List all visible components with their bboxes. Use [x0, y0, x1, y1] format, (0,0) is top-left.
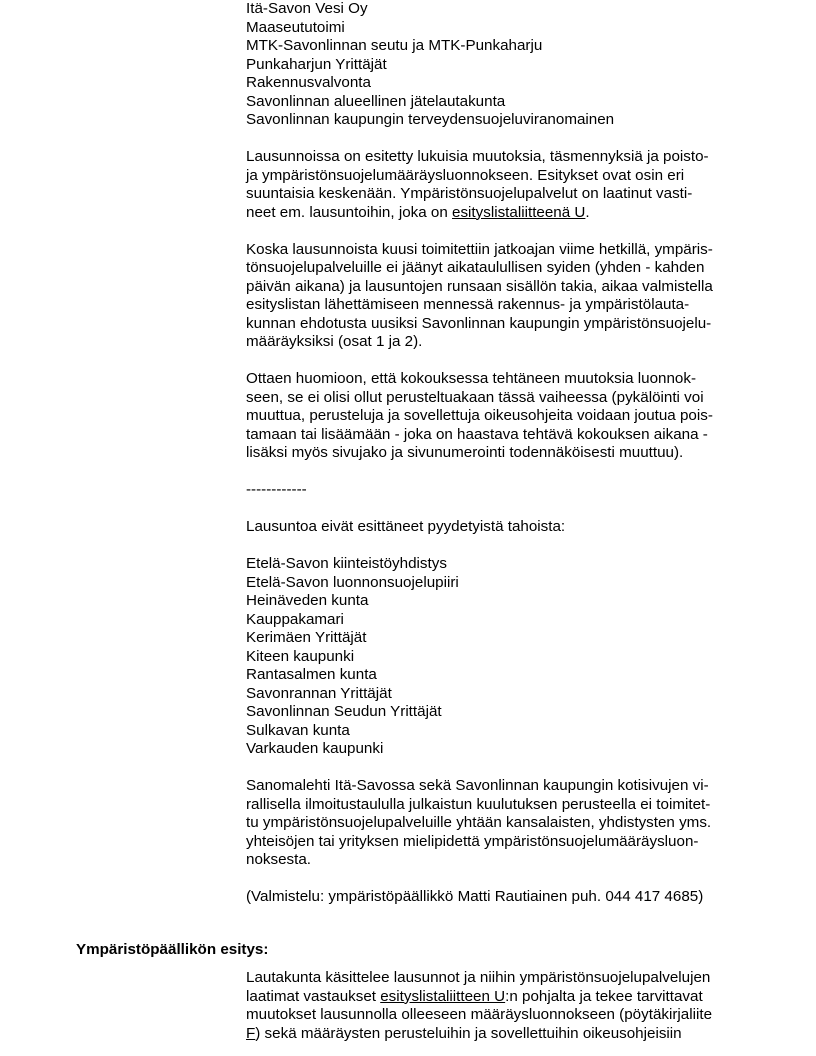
text-line: esityslistan lähettämiseen mennessä rakennus- ja ympäristölauta-: [246, 296, 690, 313]
text-line: [246, 988, 746, 1007]
text-line: Ottaen huomioon, että kokouksessa tehtäneen muutoksia luonnok-: [246, 370, 697, 387]
list-item: Rakennusvalvonta: [246, 74, 371, 91]
list-item: Punkaharjun Yrittäjät: [246, 55, 387, 73]
list-item: Varkauden kaupunki: [246, 740, 384, 757]
paragraph-public-notice: [246, 777, 746, 870]
list-item: Savonlinnan alueellinen jätelautakunta: [246, 92, 506, 110]
proposal-body: [246, 969, 746, 1043]
list-item: Kauppakamari: [246, 610, 344, 628]
text-line: tamaan tai lisäämään - joka on haastava tehtävä kokouksen aikana -: [246, 425, 708, 443]
document-body: [246, 0, 746, 907]
proposal-heading: Ympäristöpäällikön esitys:: [76, 941, 269, 958]
text-line: Koska lausunnoista kuusi toimitettiin jatkoajan viime hetkillä, ympäris-: [246, 240, 713, 258]
list-item: Savonlinnan kaupungin terveydensuojeluviranomainen: [246, 111, 615, 128]
text-line: ja ympäristönsuojelumääräysluonnokseen. Esitykset ovat osin eri: [246, 166, 685, 184]
list-item: Etelä-Savon luonnonsuojelupiiri: [246, 573, 459, 591]
list-item: MTK-Savonlinnan seutu ja MTK-Punkaharju: [246, 37, 543, 54]
list-item: Etelä-Savon kiinteistöyhdistys: [246, 555, 447, 572]
text-line: kunnan ehdotusta uusiksi Savonlinnan kaupungin ympäristönsuojelu-: [246, 314, 712, 332]
list-item: Itä-Savon Vesi Oy: [246, 0, 368, 17]
list-item: Savonrannan Yrittäjät: [246, 684, 392, 702]
attachment-link-f[interactable]: F: [246, 1024, 256, 1042]
text-segment: .: [585, 203, 590, 221]
text-line: tu ympäristönsuojelupalveluille yhtään kansalaisten, yhdistysten yms.: [246, 814, 712, 831]
text-segment: laatimat vastaukset: [246, 987, 381, 1005]
attachment-link-u[interactable]: esityslistaliitteenä U: [452, 203, 586, 221]
text-segment: ) sekä määräysten perusteluihin ja sovellettuihin oikeusohjeisiin: [255, 1024, 682, 1042]
text-line: seen, se ei olisi ollut perusteltuakaan tässä vaiheessa (pykälöinti voi: [246, 388, 704, 406]
text-line: lisäksi myös sivujako ja sivunumerointi todennäköisesti muuttuu).: [246, 444, 684, 461]
text-line: muuttua, perusteluja ja sovellettuja oikeusohjeita voidaan joutua pois-: [246, 407, 713, 424]
text-segment: :n pohjalta ja tekee tarvittavat: [505, 987, 703, 1005]
text-line: päivän aikana) ja lausuntojen runsaan sisällön takia, aikaa valmistella: [246, 277, 713, 295]
list-item: Kiteen kaupunki: [246, 647, 355, 665]
list-item: Heinäveden kunta: [246, 592, 369, 609]
separator: ------------: [246, 481, 307, 498]
paragraph-changes: [246, 370, 746, 463]
text-line: rallisella ilmoitustaululla julkaistun kuulutuksen perusteella ei toimitet-: [246, 795, 711, 813]
text-line: noksesta.: [246, 851, 312, 868]
paragraph-statements: [246, 148, 746, 222]
preparer-note: (Valmistelu: ympäristöpäällikkö Matti Rautiainen puh. 044 417 4685): [246, 888, 704, 905]
list-item: Kerimäen Yrittäjät: [246, 629, 367, 646]
text-line: [246, 1025, 746, 1044]
text-line: määräyksiksi (osat 1 ja 2).: [246, 333, 423, 350]
list-item: Sulkavan kunta: [246, 721, 350, 739]
text-line: Lausunnoissa on esitetty lukuisia muutoksia, täsmennyksiä ja poisto-: [246, 148, 709, 165]
text-segment: neet em. lausuntoihin, joka on: [246, 203, 453, 221]
list-item: Rantasalmen kunta: [246, 666, 377, 683]
attachment-link-u[interactable]: esityslistaliitteen U: [380, 987, 506, 1005]
respondent-list: [246, 0, 746, 130]
list-item: Savonlinnan Seudun Yrittäjät: [246, 703, 442, 720]
text-line: Lautakunta käsittelee lausunnot ja niihin ympäristönsuojelupalvelujen: [246, 969, 711, 986]
text-line: suuntaisia keskenään. Ympäristönsuojelupalvelut on laatinut vasti-: [246, 185, 693, 202]
non-respondent-list: [246, 555, 746, 759]
text-line: yhteisöjen tai yrityksen mielipidettä ympäristönsuojelumääräysluon-: [246, 832, 699, 850]
list-item: Maaseututoimi: [246, 18, 345, 36]
text-line: Sanomalehti Itä-Savossa sekä Savonlinnan kaupungin kotisivujen vi-: [246, 777, 709, 794]
text-line: muutokset lausunnolla olleeseen määräysluonnokseen (pöytäkirjaliite: [246, 1006, 713, 1023]
paragraph-timing: [246, 241, 746, 352]
text-line: tönsuojelupalveluille ei jäänyt aikataulullisen syiden (yhden - kahden: [246, 259, 705, 276]
text-line: [246, 204, 746, 223]
non-respondents-intro: Lausuntoa eivät esittäneet pyydetyistä tahoista:: [246, 518, 566, 535]
